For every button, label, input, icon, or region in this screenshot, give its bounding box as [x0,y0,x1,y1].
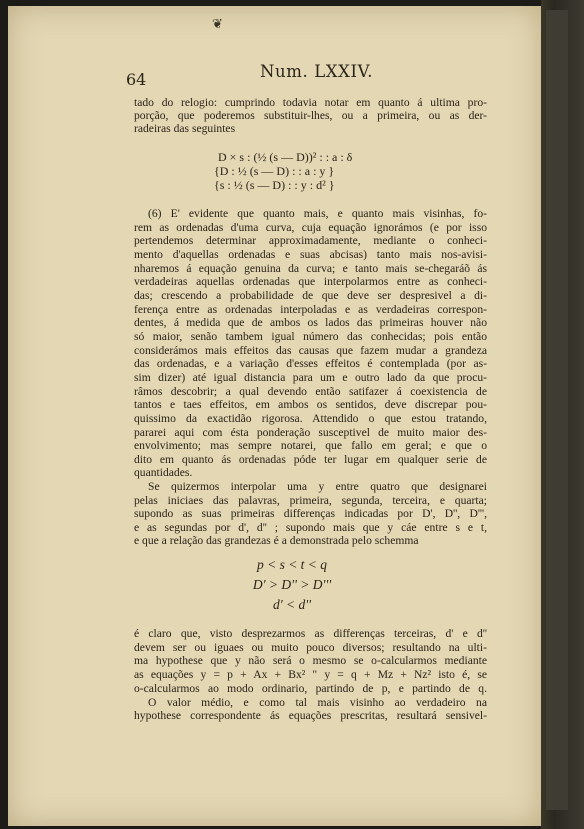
text-line: ferença entre as ordenadas interpoladas e as verdadeiras correspon- [134,302,487,316]
text-line: as equações y = p + Ax + Bx² " y = q + Mz + Nz² isto é, se [134,668,487,682]
paragraph-interpolation [134,480,487,548]
text-line: Se quizermos interpolar uma y entre quatro que designarei [148,480,487,493]
text-line: considerámos mais effeitos das causas que fazem mudar a grandeza [134,343,487,357]
text-line: verdadeiras aquellas ordenadas que interpolarmos entre as conheci- [134,275,487,289]
text-line: e que a relação das grandezas é a demonstrada pelo schemma [134,534,419,548]
text-line: ma hypothese que y não será o mesmo se o-calcularmos mediante [134,654,487,668]
text-line: dito em quanto ás ordenadas póde ter lugar em qualquer serie de [134,452,487,466]
text-line: radeiras das seguintes [134,122,236,135]
text-line: pararei aqui com ésta ponderação susceptivel de muito maior des- [134,425,487,439]
text-line: tantos e taes effeitos, em ambos os sentidos, deve discrepar pou- [134,398,487,412]
running-header: Num. LXXIV. [260,62,374,81]
paragraph-intro [134,96,487,135]
text-line: mento d'aquellas ordenadas e suas abcisas) tanto mais nos-avisi- [134,247,487,261]
page-number: 64 [126,70,147,89]
text-line: das ordenadas, e a variação d'esses effeitos é contemplada (por as- [134,357,487,371]
text-line: tado do relogio: cumprindo todavia notar em quanto á ultima pro- [134,96,487,109]
formula-line: {D : ½ (s — D) : : a : y } [214,164,335,178]
text-line: dentes, á medida que de ambos os lados das primeiras houver não [134,316,487,330]
text-line: supondo as suas primeiras differenças indicadas por D', D'', D''', [134,507,487,521]
text-line: é claro que, visto desprezarmos as differenças terceiras, d' e d'' [134,627,487,640]
text-line: e as segundas por d', d'' ; supondo mais que y cáe entre s e t, [134,520,487,534]
text-line: só maior, senão tambem igual número das conhecidas; pois então [134,329,487,343]
text-line: pelas iniciaes das palavras, primeira, segunda, terceira, e quarta; [134,493,487,507]
schema-line: d' < d'' [272,597,312,612]
text-line: (6) E' evidente que quanto mais, e quanto mais visinhas, fo- [148,207,487,220]
text-line: das; crescendo a probabilidade de que deve ser despresivel a di- [134,288,487,302]
text-line: hypothese correspondente ás equações prescritas, resultará sensivel- [134,709,487,723]
text-line: porção, que poderemos substituir-lhes, ou a primeira, ou as der- [134,109,487,122]
text-line: râmos descobrir; a qual devendo então satifazer á coexistencia de [134,384,487,398]
text-line: quantidades. [134,466,193,480]
text-line: pertendemos determinar approximadamente, mediante o conheci- [134,234,487,248]
adjacent-page-edge [546,10,568,810]
schema-line: D' > D'' > D''' [252,577,332,592]
schema-line: p < s < t < q [256,557,328,572]
text-line: o-calcularmos ao modo ordinario, partindo de p, e partindo de q. [134,681,487,695]
text-line: devem ser ou iguaes ou muito pouco diversos; resultando na ulti- [134,640,487,654]
formula-line: D × s : (½ (s — D))² : : a : δ [218,150,353,164]
paragraph-6 [134,207,487,480]
text-line: rem as ordenadas d'uma curva, cuja equação ignorámos (e por isso [134,220,487,234]
ornament-icon: ❦ [212,17,223,32]
text-line: nharemos á equação genuina da curva; e tanto mais se-chegaráõ ás [134,261,487,275]
formula-line: {s : ½ (s — D) : : y : d² } [214,178,335,192]
text-line: O valor médio, e como tal mais visinho ao verdadeiro na [148,695,487,709]
text-line: envolvimento; mas sempre notarei, que fallo em geral; e que o [134,439,487,453]
paragraph-conclusion [134,627,487,723]
text-line: sim dizer) até igual distancia para um e outro lado da que procu- [134,370,487,384]
text-line: quissimo da exactidão rigorosa. Attendido o que estou tratando, [134,411,487,425]
